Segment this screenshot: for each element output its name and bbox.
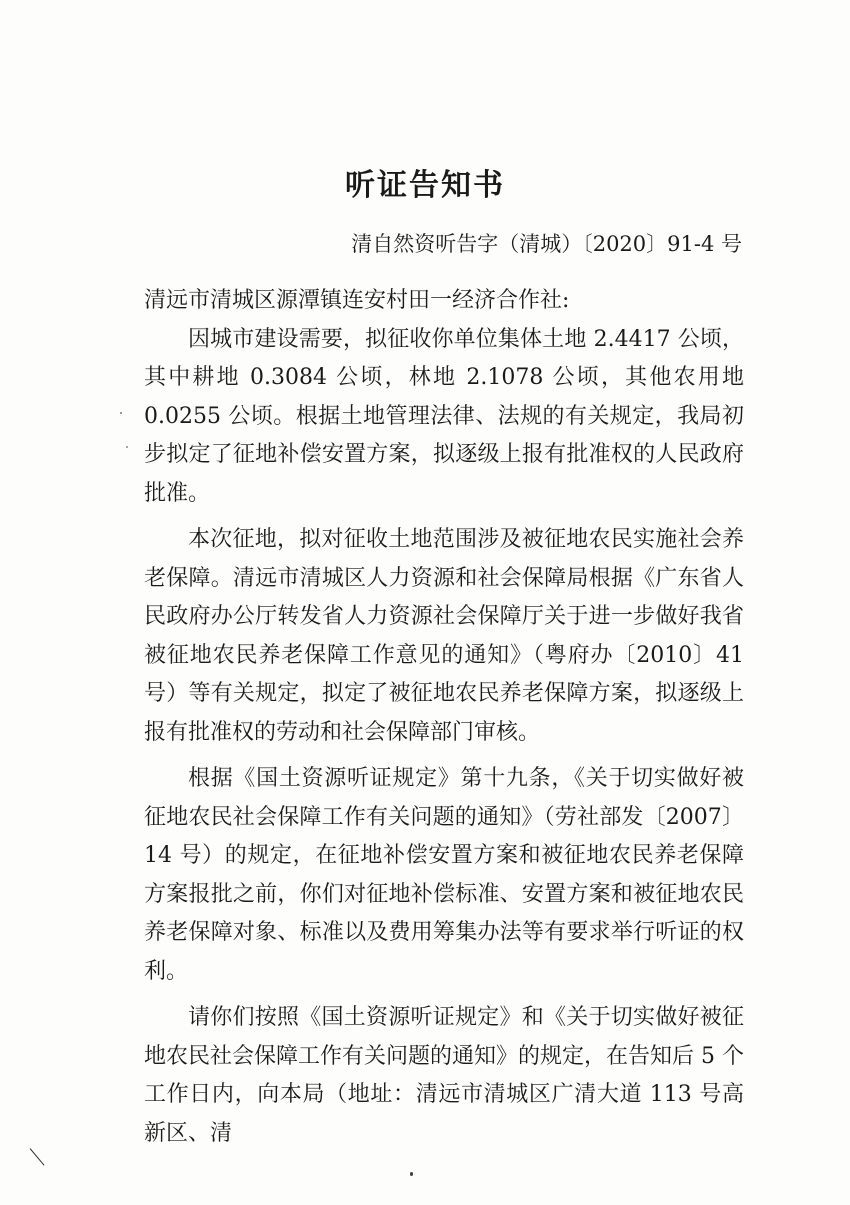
paragraph-2: 本次征地，拟对征收土地范围涉及被征地农民实施社会养老保障。清远市清城区人力资源和社会保障局根据《广东省人民政府办公厅转发省人力资源社会保障厅关于进一步做好我省被征地农民养老保障工作意见的通知》（粤府办〔2010〕41 号）等有关规定，拟定了被征地农民养老保障方案，拟逐级上报有批准权的劳动和社会保障部门审核。 [144,527,744,745]
scan-speck [126,446,128,448]
paragraph-3: 根据《国土资源听证规定》第十九条，《关于切实做好被征地农民社会保障工作有关问题的通知》（劳社部发〔2007〕14 号）的规定，在征地补偿安置方案和被征地农民养老保障方案报批之前，你们对征地补偿标准、安置方案和被征地农民养老保障对象、标准以及费用筹集办法等有要求举行听证的权利。 [144,766,744,984]
scan-speck [410,1172,413,1176]
salutation: 清远市清城区源潭镇连安村田一经济合作社: [144,288,570,313]
document-title: 听证告知书 [345,168,505,203]
document-body [144,282,744,1153]
paragraph-1: 因城市建设需要，拟征收你单位集体土地 2.4417 公顷，其中耕地 0.3084 公顷，林地 2.1078 公顷，其他农用地 0.0255 公顷。根据土地管理法律、法规的有关规定，我局初步拟定了征地补偿安置方案，拟逐级上报有批准权的人民政府批准。 [144,326,744,506]
scan-mark [30,1148,45,1165]
scan-speck [120,412,122,414]
document-number: 清自然资听告字（清城）〔2020〕91-4 号 [351,232,742,256]
paragraph-4: 请你们按照《国土资源听证规定》和《关于切实做好被征地农民社会保障工作有关问题的通知》的规定，在告知后 5 个工作日内，向本局（地址：清远市清城区广清大道 113 号高新区、清 [144,1005,744,1146]
